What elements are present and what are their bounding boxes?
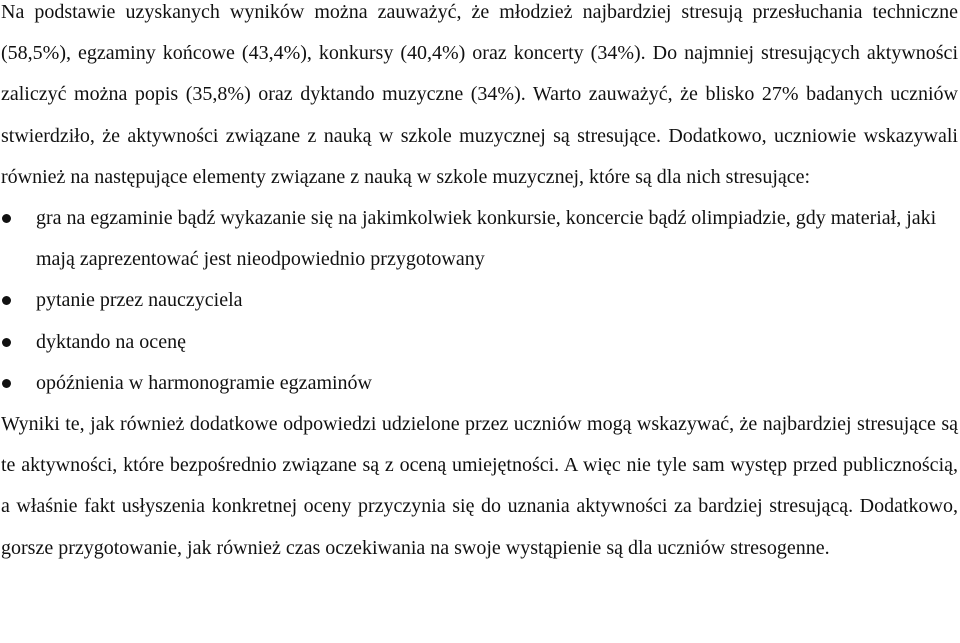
paragraph-conclusion: Wyniki te, jak również dodatkowe odpowiedzi udzielone przez uczniów mogą wskazywać, że najbardziej stresujące są te aktywności, które bezpośrednio związane są z oceną umiejętności. A więc nie tyle sam występ przed publicznością, a właśnie fakt usłyszenia konkretnej oceny przyczynia się do uznania aktywności za bardziej stresującą. Dodatkowo, gorsze przygotowanie, jak również czas oczekiwania na swoje wystąpienie są dla uczniów stresogenne. — [1, 413, 958, 559]
bullet-icon — [2, 338, 11, 347]
list-item — [1, 322, 958, 363]
list-item — [1, 280, 958, 321]
list-item — [1, 363, 958, 404]
list-item-text: gra na egzaminie bądź wykazanie się na jakimkolwiek konkursie, koncercie bądź olimpiadzie, gdy materiał, jaki mają zaprezentować jest nieodpowiednio przygotowany — [36, 207, 937, 271]
list-item — [1, 198, 958, 280]
bullet-icon — [2, 379, 11, 388]
stress-factors-list — [1, 198, 958, 404]
paragraph-intro: Na podstawie uzyskanych wyników można zauważyć, że młodzież najbardziej stresują przesłuchania techniczne (58,5%), egzaminy końcowe (43,4%), konkursy (40,4%) oraz koncerty (34%). Do najmniej stresujących aktywności zaliczyć można popis (35,8%) oraz dyktando muzyczne (34%). Warto zauważyć, że blisko 27% badanych uczniów stwierdziło, że aktywności związane z nauką w szkole muzycznej są stresujące. Dodatkowo, uczniowie wskazywali również na następujące elementy związane z nauką w szkole muzycznej, które są dla nich stresujące: — [1, 1, 958, 188]
bullet-icon — [2, 214, 11, 223]
list-item-text: opóźnienia w harmonogramie egzaminów — [36, 371, 372, 394]
bullet-icon — [2, 296, 11, 305]
list-item-text: dyktando na ocenę — [36, 330, 186, 353]
list-item-text: pytanie przez nauczyciela — [36, 289, 243, 312]
